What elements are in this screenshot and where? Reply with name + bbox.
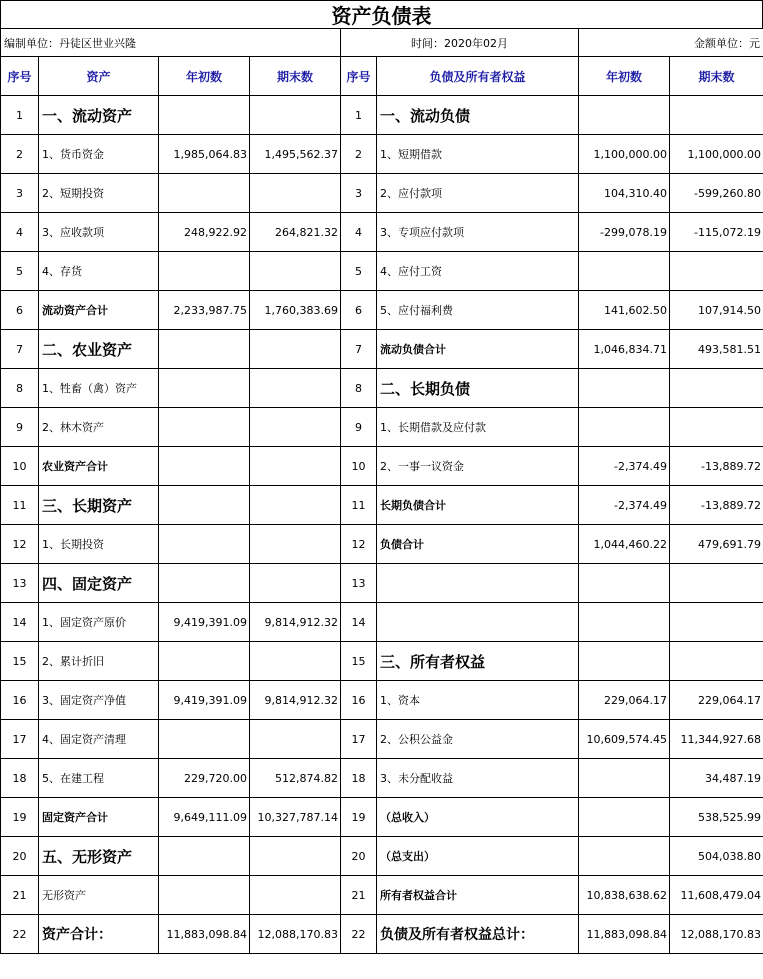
row-asset-begin	[159, 330, 250, 369]
row-asset-begin	[159, 252, 250, 291]
row-liability-end: 12,088,170.83	[670, 915, 763, 954]
row-seq-right: 9	[341, 408, 377, 447]
row-liability-begin	[579, 837, 670, 876]
row-liability-end	[670, 252, 763, 291]
row-asset-end: 10,327,787.14	[250, 798, 341, 837]
row-asset-end	[250, 174, 341, 213]
row-liability-begin	[579, 564, 670, 603]
row-liability-end	[670, 603, 763, 642]
row-asset-end	[250, 837, 341, 876]
row-seq-left: 5	[1, 252, 39, 291]
row-liability-label: 流动负债合计	[377, 330, 579, 369]
row-asset-end: 264,821.32	[250, 213, 341, 252]
row-asset-begin	[159, 564, 250, 603]
row-liability-label: 一、流动负债	[377, 96, 579, 135]
row-liability-begin	[579, 798, 670, 837]
row-liability-label: 长期负债合计	[377, 486, 579, 525]
row-asset-end	[250, 96, 341, 135]
header-end: 期末数	[250, 57, 341, 96]
table-row	[1, 564, 763, 603]
row-asset-begin	[159, 720, 250, 759]
row-liability-label: （总支出）	[377, 837, 579, 876]
row-liability-begin: -2,374.49	[579, 447, 670, 486]
row-asset-end: 12,088,170.83	[250, 915, 341, 954]
row-asset-end	[250, 720, 341, 759]
table-row	[1, 291, 763, 330]
row-liability-label: （总收入）	[377, 798, 579, 837]
row-liability-label: 二、长期负债	[377, 369, 579, 408]
row-seq-left: 8	[1, 369, 39, 408]
row-liability-label: 3、专项应付款项	[377, 213, 579, 252]
row-liability-end	[670, 369, 763, 408]
row-asset-begin: 9,419,391.09	[159, 603, 250, 642]
table-row	[1, 330, 763, 369]
row-seq-left: 1	[1, 96, 39, 135]
row-seq-right: 1	[341, 96, 377, 135]
row-seq-left: 17	[1, 720, 39, 759]
row-seq-right: 18	[341, 759, 377, 798]
row-seq-left: 2	[1, 135, 39, 174]
meta-row	[1, 29, 763, 57]
row-liability-end: 479,691.79	[670, 525, 763, 564]
row-asset-label: 三、长期资产	[39, 486, 159, 525]
row-liability-label: 负债合计	[377, 525, 579, 564]
row-asset-label: 3、固定资产净值	[39, 681, 159, 720]
row-asset-label: 无形资产	[39, 876, 159, 915]
header-end-right: 期末数	[670, 57, 763, 96]
row-asset-end: 9,814,912.32	[250, 603, 341, 642]
table-row	[1, 837, 763, 876]
row-liability-label: 3、未分配收益	[377, 759, 579, 798]
table-row	[1, 876, 763, 915]
header-seq: 序号	[1, 57, 39, 96]
row-seq-right: 12	[341, 525, 377, 564]
compiling-unit: 编制单位：丹徒区世业兴隆	[1, 29, 341, 57]
row-liability-begin	[579, 96, 670, 135]
row-asset-label: 3、应收款项	[39, 213, 159, 252]
row-liability-end: -599,260.80	[670, 174, 763, 213]
row-asset-begin	[159, 642, 250, 681]
row-asset-label: 1、牲畜（禽）资产	[39, 369, 159, 408]
row-liability-begin	[579, 603, 670, 642]
row-asset-begin	[159, 876, 250, 915]
row-asset-begin	[159, 525, 250, 564]
row-seq-right: 20	[341, 837, 377, 876]
row-asset-end	[250, 876, 341, 915]
row-asset-begin: 9,419,391.09	[159, 681, 250, 720]
sheet-title: 资产负债表	[0, 0, 763, 29]
row-asset-label: 固定资产合计	[39, 798, 159, 837]
row-asset-begin: 1,985,064.83	[159, 135, 250, 174]
row-liability-label: 所有者权益合计	[377, 876, 579, 915]
row-asset-begin: 11,883,098.84	[159, 915, 250, 954]
table-row	[1, 369, 763, 408]
row-liability-begin: 229,064.17	[579, 681, 670, 720]
row-liability-label: 5、应付福利费	[377, 291, 579, 330]
row-seq-right: 14	[341, 603, 377, 642]
row-liability-label: 4、应付工资	[377, 252, 579, 291]
row-asset-label: 流动资产合计	[39, 291, 159, 330]
row-liability-end	[670, 96, 763, 135]
row-liability-end: 11,608,479.04	[670, 876, 763, 915]
row-liability-label: 2、公积公益金	[377, 720, 579, 759]
row-seq-right: 11	[341, 486, 377, 525]
row-liability-end	[670, 642, 763, 681]
row-seq-left: 22	[1, 915, 39, 954]
row-liability-begin: -2,374.49	[579, 486, 670, 525]
header-begin-right: 年初数	[579, 57, 670, 96]
row-asset-label: 四、固定资产	[39, 564, 159, 603]
row-asset-begin	[159, 369, 250, 408]
table-row	[1, 603, 763, 642]
row-asset-begin	[159, 174, 250, 213]
row-liability-begin: 1,044,460.22	[579, 525, 670, 564]
row-asset-label: 二、农业资产	[39, 330, 159, 369]
row-liability-end: 493,581.51	[670, 330, 763, 369]
row-seq-left: 7	[1, 330, 39, 369]
report-time: 时间：2020年02月	[341, 29, 579, 57]
row-asset-label: 4、存货	[39, 252, 159, 291]
row-liability-begin	[579, 369, 670, 408]
row-liability-begin: 104,310.40	[579, 174, 670, 213]
header-row	[1, 57, 763, 96]
row-asset-label: 2、林木资产	[39, 408, 159, 447]
row-seq-left: 9	[1, 408, 39, 447]
row-seq-left: 12	[1, 525, 39, 564]
row-seq-right: 4	[341, 213, 377, 252]
row-seq-right: 3	[341, 174, 377, 213]
row-liability-end: 107,914.50	[670, 291, 763, 330]
row-asset-label: 1、固定资产原价	[39, 603, 159, 642]
table-row	[1, 408, 763, 447]
header-asset: 资产	[39, 57, 159, 96]
row-liability-label: 1、资本	[377, 681, 579, 720]
row-liability-label: 1、短期借款	[377, 135, 579, 174]
row-seq-left: 21	[1, 876, 39, 915]
row-asset-end: 1,760,383.69	[250, 291, 341, 330]
row-asset-end	[250, 525, 341, 564]
row-asset-begin	[159, 486, 250, 525]
row-seq-left: 6	[1, 291, 39, 330]
row-seq-right: 19	[341, 798, 377, 837]
table-row	[1, 213, 763, 252]
row-liability-end: 538,525.99	[670, 798, 763, 837]
row-seq-left: 15	[1, 642, 39, 681]
row-seq-right: 22	[341, 915, 377, 954]
balance-table	[0, 28, 763, 954]
row-liability-begin: -299,078.19	[579, 213, 670, 252]
row-asset-end	[250, 330, 341, 369]
row-liability-end: -13,889.72	[670, 486, 763, 525]
table-row	[1, 96, 763, 135]
row-seq-right: 15	[341, 642, 377, 681]
row-asset-begin: 2,233,987.75	[159, 291, 250, 330]
row-asset-end	[250, 486, 341, 525]
row-asset-end	[250, 252, 341, 291]
row-seq-right: 21	[341, 876, 377, 915]
table-row	[1, 447, 763, 486]
row-seq-left: 14	[1, 603, 39, 642]
row-seq-right: 2	[341, 135, 377, 174]
row-seq-right: 7	[341, 330, 377, 369]
row-liability-label	[377, 564, 579, 603]
row-liability-label: 2、一事一议资金	[377, 447, 579, 486]
table-row	[1, 915, 763, 954]
row-seq-right: 5	[341, 252, 377, 291]
table-row	[1, 525, 763, 564]
row-seq-right: 16	[341, 681, 377, 720]
table-row	[1, 252, 763, 291]
row-liability-end: 1,100,000.00	[670, 135, 763, 174]
row-liability-begin: 10,838,638.62	[579, 876, 670, 915]
table-row	[1, 135, 763, 174]
row-seq-left: 13	[1, 564, 39, 603]
row-seq-right: 13	[341, 564, 377, 603]
row-liability-begin: 141,602.50	[579, 291, 670, 330]
row-asset-end	[250, 447, 341, 486]
row-seq-right: 6	[341, 291, 377, 330]
table-row	[1, 759, 763, 798]
row-asset-label: 1、长期投资	[39, 525, 159, 564]
row-seq-right: 8	[341, 369, 377, 408]
row-liability-begin: 10,609,574.45	[579, 720, 670, 759]
header-liability: 负债及所有者权益	[377, 57, 579, 96]
row-asset-begin	[159, 96, 250, 135]
row-asset-begin	[159, 837, 250, 876]
row-liability-begin	[579, 252, 670, 291]
row-asset-end: 9,814,912.32	[250, 681, 341, 720]
row-asset-label: 2、短期投资	[39, 174, 159, 213]
table-row	[1, 720, 763, 759]
table-row	[1, 174, 763, 213]
row-seq-left: 18	[1, 759, 39, 798]
row-liability-label: 1、长期借款及应付款	[377, 408, 579, 447]
row-liability-begin: 1,046,834.71	[579, 330, 670, 369]
row-liability-end	[670, 564, 763, 603]
row-seq-left: 19	[1, 798, 39, 837]
row-asset-begin	[159, 408, 250, 447]
row-asset-label: 资产合计：	[39, 915, 159, 954]
row-seq-left: 4	[1, 213, 39, 252]
row-asset-label: 4、固定资产清理	[39, 720, 159, 759]
table-row	[1, 798, 763, 837]
row-liability-label: 负债及所有者权益总计：	[377, 915, 579, 954]
row-liability-label: 2、应付款项	[377, 174, 579, 213]
row-asset-end	[250, 642, 341, 681]
row-asset-begin: 9,649,111.09	[159, 798, 250, 837]
row-asset-label: 2、累计折旧	[39, 642, 159, 681]
row-asset-end	[250, 564, 341, 603]
header-seq-right: 序号	[341, 57, 377, 96]
row-asset-label: 一、流动资产	[39, 96, 159, 135]
row-seq-left: 11	[1, 486, 39, 525]
row-liability-label	[377, 603, 579, 642]
row-liability-begin	[579, 642, 670, 681]
row-asset-end	[250, 408, 341, 447]
row-liability-begin: 11,883,098.84	[579, 915, 670, 954]
row-liability-end: 11,344,927.68	[670, 720, 763, 759]
row-seq-left: 3	[1, 174, 39, 213]
row-asset-end: 1,495,562.37	[250, 135, 341, 174]
row-seq-left: 16	[1, 681, 39, 720]
row-asset-label: 五、无形资产	[39, 837, 159, 876]
row-asset-label: 5、在建工程	[39, 759, 159, 798]
row-asset-begin: 248,922.92	[159, 213, 250, 252]
row-asset-end: 512,874.82	[250, 759, 341, 798]
row-liability-begin	[579, 759, 670, 798]
row-liability-end	[670, 408, 763, 447]
row-liability-end: -115,072.19	[670, 213, 763, 252]
row-asset-end	[250, 369, 341, 408]
row-liability-begin: 1,100,000.00	[579, 135, 670, 174]
row-asset-label: 1、货币资金	[39, 135, 159, 174]
table-row	[1, 486, 763, 525]
row-liability-label: 三、所有者权益	[377, 642, 579, 681]
table-row	[1, 642, 763, 681]
row-seq-left: 20	[1, 837, 39, 876]
currency-unit: 金额单位：元	[579, 29, 763, 57]
row-asset-label: 农业资产合计	[39, 447, 159, 486]
row-seq-right: 10	[341, 447, 377, 486]
row-liability-end: 229,064.17	[670, 681, 763, 720]
row-liability-end: 504,038.80	[670, 837, 763, 876]
row-seq-right: 17	[341, 720, 377, 759]
row-liability-begin	[579, 408, 670, 447]
row-liability-end: -13,889.72	[670, 447, 763, 486]
header-begin: 年初数	[159, 57, 250, 96]
table-row	[1, 681, 763, 720]
row-asset-begin	[159, 447, 250, 486]
row-seq-left: 10	[1, 447, 39, 486]
row-liability-end: 34,487.19	[670, 759, 763, 798]
row-asset-begin: 229,720.00	[159, 759, 250, 798]
